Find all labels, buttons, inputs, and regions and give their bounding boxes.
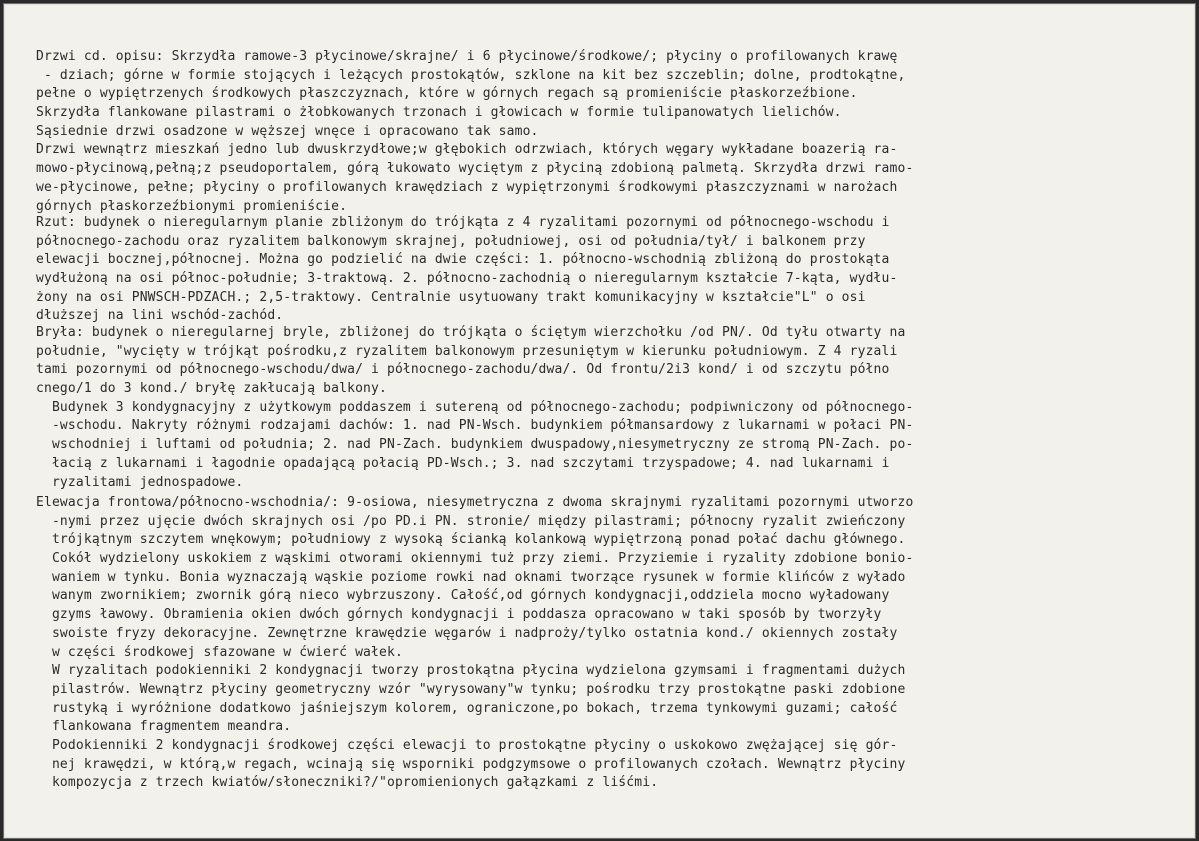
text-line: kompozycja z trzech kwiatów/słoneczniki?/"opromienionych gałązkami z liśćmi. xyxy=(36,775,659,791)
text-line: wydłużoną na osi północ-południe; 3-traktową. 2. północno-zachodnią o nieregularnym kształcie 7-kąta, wydłu- xyxy=(36,271,898,287)
text-line: Cokół wydzielony uskokiem z wąskimi otworami okiennymi tuż przy ziemi. Przyziemie i ryzality zdobione bonio- xyxy=(36,551,914,567)
text-line: flankowana fragmentem meandra. xyxy=(36,719,292,735)
text-line: -nymi przez ujęcie dwóch skrajnych osi /po PD.i PN. stronie/ między pilastrami; północny ryzalit zwieńczony xyxy=(36,513,906,529)
text-line: południe, "wycięty w trójkąt pośrodku,z ryzalitem balkonowym przesuniętym w kierunku południowym. Z 4 ryzali xyxy=(36,343,898,359)
text-line: górnych płaskorzeźbionymi promieniście. xyxy=(36,198,348,214)
text-line: rustyką i wyróżnione dodatkowo jaśniejszym kolorem, ograniczone,po bokach, trzema tynkowymi guzami; całość xyxy=(36,700,898,716)
text-line: cnego/1 do 3 kond./ bryłę zakłucają balkony. xyxy=(36,381,387,397)
text-line: żony na osi PNWSCH-PDZACH.; 2,5-traktowy. Centralnie usytuowany trakt komunikacyjny w kształcie"L" o osi xyxy=(36,289,866,305)
text-line: pełne o wypiętrzenych środkowych płaszczyznach, które w górnych regach są promieniście płaskorzeźbione. xyxy=(36,86,858,102)
text-line: Bryła: budynek o nieregularnej bryle, zbliżonej do trójkąta o ściętym wierzchołku /od PN/. Od tyłu otwarty na xyxy=(36,325,906,340)
text-line: W ryzalitach podokienniki 2 kondygnacji tworzy prostokątna płycina wydzielona gzymsami i fragmentami dużych xyxy=(36,663,906,679)
text-line: ryzalitami jednospadowe. xyxy=(36,474,244,490)
text-line: łacią z lukarnami i łagodnie opadającą połacią PD-Wsch.; 3. nad szczytami trzyspadowe; 4. nad lukarnami i xyxy=(36,455,890,471)
text-line: Skrzydła flankowane pilastrami o żłobkowanych trzonach i głowicach w formie tulipanowatych lielichów. xyxy=(36,105,842,121)
text-line: we-płycinowe, pełne; płyciny o profilowanych krawędziach z wypiętrzonymi środkowymi płaszczyznami w narożach xyxy=(36,179,898,195)
text-line: Sąsiednie drzwi osadzone w węższej wnęce i opracowano tak samo. xyxy=(36,123,539,139)
text-line: Elewacja frontowa/północno-wschodnia/: 9-osiowa, niesymetryczna z dwoma skrajnymi ryzalitami pozornymi utworzo xyxy=(36,495,914,510)
paragraph-front-elevation xyxy=(36,494,1176,793)
text-line: pilastrów. Wewnątrz płyciny geometryczny wzór "wyrysowany"w tynku; pośrodku trzy prostokątne paski zdobione xyxy=(36,681,906,697)
text-line: dłuższej na lini wschód-zachód. xyxy=(36,308,284,324)
typewritten-page xyxy=(3,3,1196,839)
text-line: gzyms ławowy. Obramienia okien dwóch górnych kondygnacji i poddasza opracowano w taki sposób by tworzyły xyxy=(36,607,882,623)
text-line: Rzut: budynek o nieregularnym planie zbliżonym do trójkąta z 4 ryzalitami pozornymi od północnego-wschodu i xyxy=(36,215,890,230)
text-line: swoiste fryzy dekoracyjne. Zewnętrzne krawędzie węgarów i nadproży/tylko ostatnia kond./ okiennych zostały xyxy=(36,625,898,641)
text-line: Budynek 3 kondygnacyjny z użytkowym poddaszem i sutereną od północnego-zachodu; podpiwniczony od północnego- xyxy=(36,399,914,415)
text-line: mowo-płycinową,pełną;z pseudoportalem, górą łukowato wyciętym z płyciną zdobioną palmetą. Skrzydła drzwi ramo- xyxy=(36,161,914,177)
text-line: w części środkowej sfazowane w ćwierć wałek. xyxy=(36,644,403,660)
text-line: nej krawędzi, w którą,w regach, wcinają się wsporniki podgzymsowe o profilowanych czołach. Wewnątrz płyciny xyxy=(36,756,906,772)
text-line: trójkątnym szczytem wnękowym; południowy z wysoką ścianką kolankową wypiętrzoną ponad połać dachu głównego. xyxy=(36,532,906,548)
paragraph-building-mass xyxy=(36,324,1176,492)
text-line: tami pozornymi od północnego-wschodu/dwa/ i północnego-zachodu/dwa/. Od frontu/2i3 kond/ i od szczytu półno xyxy=(36,362,890,378)
text-line: wanym zwornikiem; zwornik górą nieco wybrzuszony. Całość,od górnych kondygnacji,oddziela mocno wyładowany xyxy=(36,588,890,604)
text-line: - dziach; górne w formie stojących i leżących prostokątów, szklone na kit bez szczeblin; dolne, prodtokątne, xyxy=(36,67,906,83)
paragraph-doors-description xyxy=(36,48,1176,216)
text-line: wschodniej i luftami od południa; 2. nad PN-Zach. budynkiem dwuspadowy,niesymetryczny ze stromą PN-Zach. po- xyxy=(36,437,914,453)
text-line: Podokienniki 2 kondygnacji środkowej części elewacji to prostokątne płyciny o uskokowo zwężającej się gór- xyxy=(36,737,898,753)
text-line: Drzwi wewnątrz mieszkań jedno lub dwuskrzydłowe;w głębokich odrzwiach, których węgary wykładane boazerią ra- xyxy=(36,142,898,158)
text-line: Drzwi cd. opisu: Skrzydła ramowe-3 płycinowe/skrajne/ i 6 płycinowe/środkowe/; płyciny o profilowanych krawę xyxy=(36,49,898,64)
text-line: elewacji bocznej,północnej. Można go podzielić na dwie części: 1. północno-wschodnią zbliżoną do prostokąta xyxy=(36,252,890,268)
paragraph-floor-plan xyxy=(36,214,1176,326)
text-line: waniem w tynku. Bonia wyznaczają wąskie poziome rowki nad oknami tworzące rysunek w formie klińców z wyłado xyxy=(36,569,906,585)
text-line: północnego-zachodu oraz ryzalitem balkonowym skrajnej, południowej, osi od południa/tył/ i balkonem przy xyxy=(36,233,866,249)
text-line: -wschodu. Nakryty różnymi rodzajami dachów: 1. nad PN-Wsch. budynkiem półmansardowy z lukarnami w połaci PN- xyxy=(36,418,914,434)
